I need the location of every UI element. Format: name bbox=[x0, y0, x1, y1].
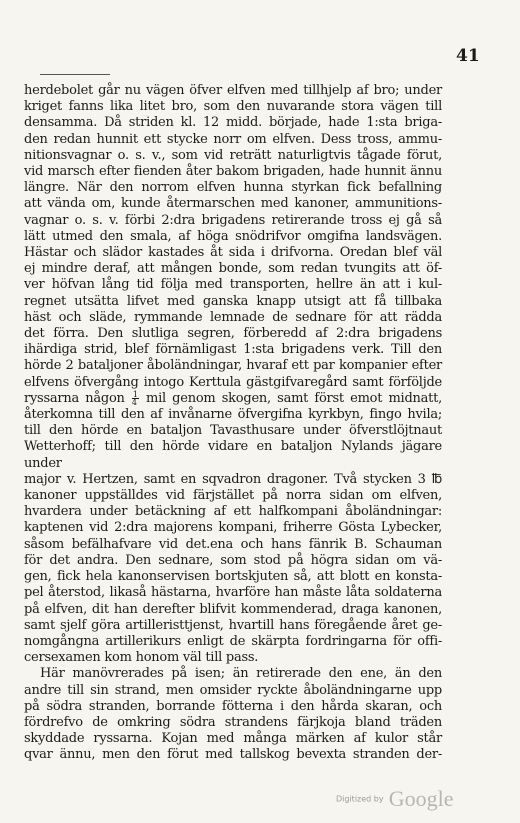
line-text-after-fraction: mil genom skogen, samt först emot midnatt, bbox=[146, 390, 442, 406]
paragraph-1-lines-after bbox=[24, 407, 442, 666]
text-line: kaptenen vid 2:dra majorens kompani, friherre Gösta Lybecker, bbox=[24, 520, 442, 536]
text-line: qvar ännu, men den förut med tallskog bevexta stranden der- bbox=[24, 747, 442, 763]
text-line: samt sjelf göra artilleristtjenst, hvartill hans föregående året ge- bbox=[24, 617, 442, 633]
text-line: gen, fick hela kanonservisen bortskjuten så, att blott en konsta- bbox=[24, 569, 442, 585]
text-line: på södra stranden, borrande fötterna i den hårda skaran, och bbox=[24, 698, 442, 714]
google-logo: Google bbox=[388, 786, 454, 811]
text-line: på elfven, dit han derefter blifvit kommenderad, draga kanonen, bbox=[24, 601, 442, 617]
text-line: densamma. Då striden kl. 12 midd. började, hade 1:sta briga- bbox=[24, 115, 442, 131]
text-line: ihärdiga strid, blef förnämligast 1:sta brigadens verk. Till den bbox=[24, 342, 442, 358]
text-line: återkomna till den af invånarne öfvergifna kyrkbyn, fingo hvila; bbox=[24, 407, 442, 423]
fraction-one-quarter bbox=[132, 391, 139, 406]
text-line: nitionsvagnar o. s. v., som vid reträtt naturligtvis tågade förut, bbox=[24, 147, 442, 163]
text-line: Wetterhoff; till den hörde vidare en bataljon Nylands jägare under bbox=[24, 439, 442, 471]
text-line: Här manövrerades på isen; än retirerade den ene, än den bbox=[40, 666, 442, 682]
text-line: den redan hunnit ett stycke norr om elfven. Dess tross, ammu- bbox=[24, 131, 442, 147]
text-line: skyddade ryssarna. Kojan med många märken af kulor står bbox=[24, 731, 442, 747]
text-line: för det andra. Den sednare, som stod på högra sidan om vä- bbox=[24, 552, 442, 568]
text-line: kanoner uppställdes vid färjstället på norra sidan om elfven, bbox=[24, 488, 442, 504]
text-line: att vända om, kunde återmarschen med kanoner, ammunitions- bbox=[24, 196, 442, 212]
text-line: vagnar o. s. v. förbi 2:dra brigadens retirerande tross ej gå så bbox=[24, 212, 442, 228]
text-line: häst och släde, rymmande lemnade de sednare för att rädda bbox=[24, 309, 442, 325]
text-line: till den hörde en bataljon Tavasthusare under öfverstlöjtnaut bbox=[24, 423, 442, 439]
line-text-before-fraction: ryssarna någon bbox=[24, 390, 125, 406]
text-line: ej mindre deraf, att mången bonde, som redan tvungits att öf- bbox=[24, 261, 442, 277]
text-line: kriget fanns lika litet bro, som den nuvarande stora vägen till bbox=[24, 99, 442, 115]
fraction-numerator: 1 bbox=[132, 389, 138, 399]
text-line: det förra. Den slutliga segren, förberedd af 2:dra brigadens bbox=[24, 326, 442, 342]
text-line: elfvens öfvergång intogo Kerttula gästgifvaregård samt förföljde bbox=[24, 374, 442, 390]
text-line: cersexamen kom honom väl till pass. bbox=[24, 650, 259, 666]
page-number: 41 bbox=[456, 46, 480, 66]
text-line: längre. När den norrom elfven hunna styrkan fick befallning bbox=[24, 180, 442, 196]
header-rule bbox=[40, 74, 110, 75]
text-line: fördrefvo de omkring södra strandens färjkoja bland träden bbox=[24, 714, 442, 730]
text-line: ver höfvan lång tid följa med transporten, hellre än att i kul- bbox=[24, 277, 442, 293]
paragraph-1-lines-before bbox=[24, 83, 442, 391]
fraction-denominator: 4 bbox=[131, 397, 137, 407]
text-line: vid marsch efter fienden åter bakom brigaden, hade hunnit ännu bbox=[24, 164, 442, 180]
digitized-label: Digitized by bbox=[336, 794, 384, 804]
text-line-with-fraction bbox=[24, 391, 442, 407]
text-line: nomgångna artillerikurs enligt de skärpta fordringarna för offi- bbox=[24, 633, 442, 649]
text-line: lätt utmed den smala, af höga snödrifvor omgifna landsvägen. bbox=[24, 228, 442, 244]
digitized-by-google-watermark bbox=[336, 786, 453, 812]
text-line: regnet utsätta lifvet med ganska knapp utsigt att få tillbaka bbox=[24, 293, 442, 309]
text-line: pel återstod, likaså hästarna, hvarföre han måste låta soldaterna bbox=[24, 585, 442, 601]
text-line: hörde 2 bataljoner åboländningar, hvaraf ett par kompanier efter bbox=[24, 358, 442, 374]
body-text bbox=[24, 83, 442, 764]
paragraph-2 bbox=[24, 666, 442, 763]
text-line: såsom befälhafvare vid det.ena och hans fänrik B. Schauman bbox=[24, 536, 442, 552]
text-line: andre till sin strand, men omsider ryckte åboländningarne upp bbox=[24, 682, 442, 698]
paragraph-1 bbox=[24, 83, 442, 666]
text-line: herdebolet går nu vägen öfver elfven med tillhjelp af bro; under bbox=[24, 83, 442, 98]
text-line: Hästar och slädor kastades åt sida i drifvorna. Oredan blef väl bbox=[24, 245, 442, 261]
text-line: major v. Hertzen, samt en sqvadron dragoner. Två stycken 3 ℔ bbox=[24, 471, 442, 487]
text-line: hvardera under betäckning af ett halfkompani åboländningar: bbox=[24, 504, 442, 520]
